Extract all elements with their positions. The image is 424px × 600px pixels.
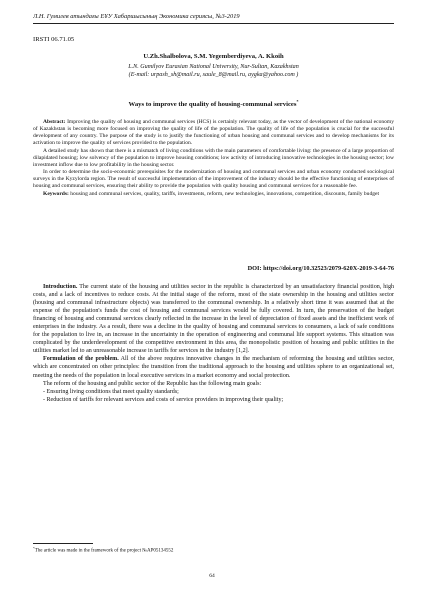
abstract-text-1: Improving the quality of housing and communal services (HCS) is certainly relevant today, as the vector of development of the national economy of Kazakhstan is becoming more focused on improving the quality of life of the population. The quality of life of the population is crucial for the successful development of any country. The purpose of the study is to justify the functioning of urban housing and communal services and to develop mechanisms for its activation to improve the quality of services provided to the population. bbox=[33, 119, 395, 147]
intro-text: The current state of the housing and utilities sector in the republic is characterized by an unsatisfactory financial position, high costs, and a lack of incentives to reduce costs. At the initial stage of the reform, most of the state ownership in the housing and utilities sector (housing and communal infrastructure objects) was transferred to the communal ownership. In a relatively short time it was assumed that at the expense of the population's funds the cost of housing and communal services would be fully covered. In turn, the preservation of the budget financing of housing and communal services clearly reflected in the increase in the level of depreciation of fixed assets and the inefficient work of enterprises in the industry. As a result, there was a decline in the quality of housing and communal services to consumers, a lack of safe conditions for the population to live in, an increase in the uncertainty in the operation of engineering and communal life support systems. This situation was complicated by the underdevelopment of the competitive environment in this area, the monopolistic position of housing and public utilities in the utilities market led to an unreasonable increase in tariffs for services in the industry [1,2]. bbox=[33, 284, 394, 355]
goals-paragraph: The reform of the housing and public sector of the Republic has the following main goals: bbox=[43, 380, 262, 387]
affiliation-block bbox=[33, 63, 394, 79]
goal-item-2: - Reduction of tariffs for relevant services and costs of service providers in improving their quality; bbox=[43, 396, 284, 403]
keywords-text: housing and communal services, quality, tariffs, investments, reform, new technologies, innovations, competition, discounts, family budget bbox=[70, 190, 379, 197]
problem-paragraph bbox=[33, 355, 394, 379]
footnote-text: The article was made in the framework of the project №AP05134552 bbox=[34, 548, 174, 554]
authors: U.Zh.Shalbolova, S.M. Yegemberdiyeva, A. Kkoih bbox=[143, 53, 284, 60]
article-title bbox=[33, 99, 394, 108]
intro-heading: Introduction. bbox=[43, 284, 78, 290]
doi-link[interactable]: DOI: https://doi.org/10.32523/2079-620X-2019-3-64-76 bbox=[247, 265, 394, 272]
intro-paragraph bbox=[33, 283, 394, 355]
author-emails: (E-mail: urpash_sh@mail.ru, saule_8@mail.ru, aygka@yahoo.com ) bbox=[128, 72, 299, 78]
abstract-paragraph-3: In order to determine the socio-economic prerequisites for the modernization of housing and communal services and urban economy conducted sociological surveys in the Kyzylorda region. The result of successful implementation of the improvement of the industry should be the effective functioning of enterprises of housing and communal services, ensuring their ability to provide the population with quality housing and communal services for a reasonable fee. bbox=[33, 169, 394, 190]
abstract-label: Abstract: bbox=[43, 119, 66, 125]
abstract bbox=[33, 119, 394, 198]
abstract-paragraph-2: A detailed study has shown that there is a mismatch of living conditions with the main parameters of comfortable living: the presence of a large proportion of dilapidated housing; low solvency of the population to improve housing conditions; low activity of introducing innovative technologies in the housing sector; low investment inflow due to low profitability in the housing sector. bbox=[33, 147, 394, 168]
footnote-divider bbox=[33, 543, 93, 544]
goal-item-1: - Ensuring living conditions that meet quality standards; bbox=[43, 388, 179, 395]
title-footnote-marker: * bbox=[296, 99, 299, 104]
problem-heading: Formulation of the problem. bbox=[43, 356, 119, 363]
title-text: Ways to improve the quality of housing-communal services bbox=[128, 101, 297, 109]
keywords-label: Keywords: bbox=[43, 190, 69, 197]
footnote-marker: * bbox=[33, 546, 35, 550]
affiliation: L.N. Gumilyov Eurasian National University, Nur-Sultan, Kazakhstan bbox=[128, 64, 299, 70]
page-number: 64 bbox=[209, 573, 215, 579]
running-head: Л.Н. Гумилев атындағы ЕҰУ Хабаршысының Экономика сериясы, №3-2019 bbox=[33, 13, 394, 24]
keywords bbox=[33, 191, 394, 198]
article-body bbox=[33, 283, 394, 404]
problem-text: All of the above requires innovative changes in the mechanism of reforming the housing and utilities sector, which are concentrated on other principles: the transition from the traditional approach to the housing and utilities sphere to an organizational set, meeting the needs of the population in local executive services in a market economy and social protection. bbox=[33, 356, 394, 379]
irsti-code: IRSTI 06.71.05 bbox=[33, 36, 75, 43]
abstract-paragraph-1 bbox=[33, 119, 394, 148]
footnote bbox=[33, 546, 394, 554]
